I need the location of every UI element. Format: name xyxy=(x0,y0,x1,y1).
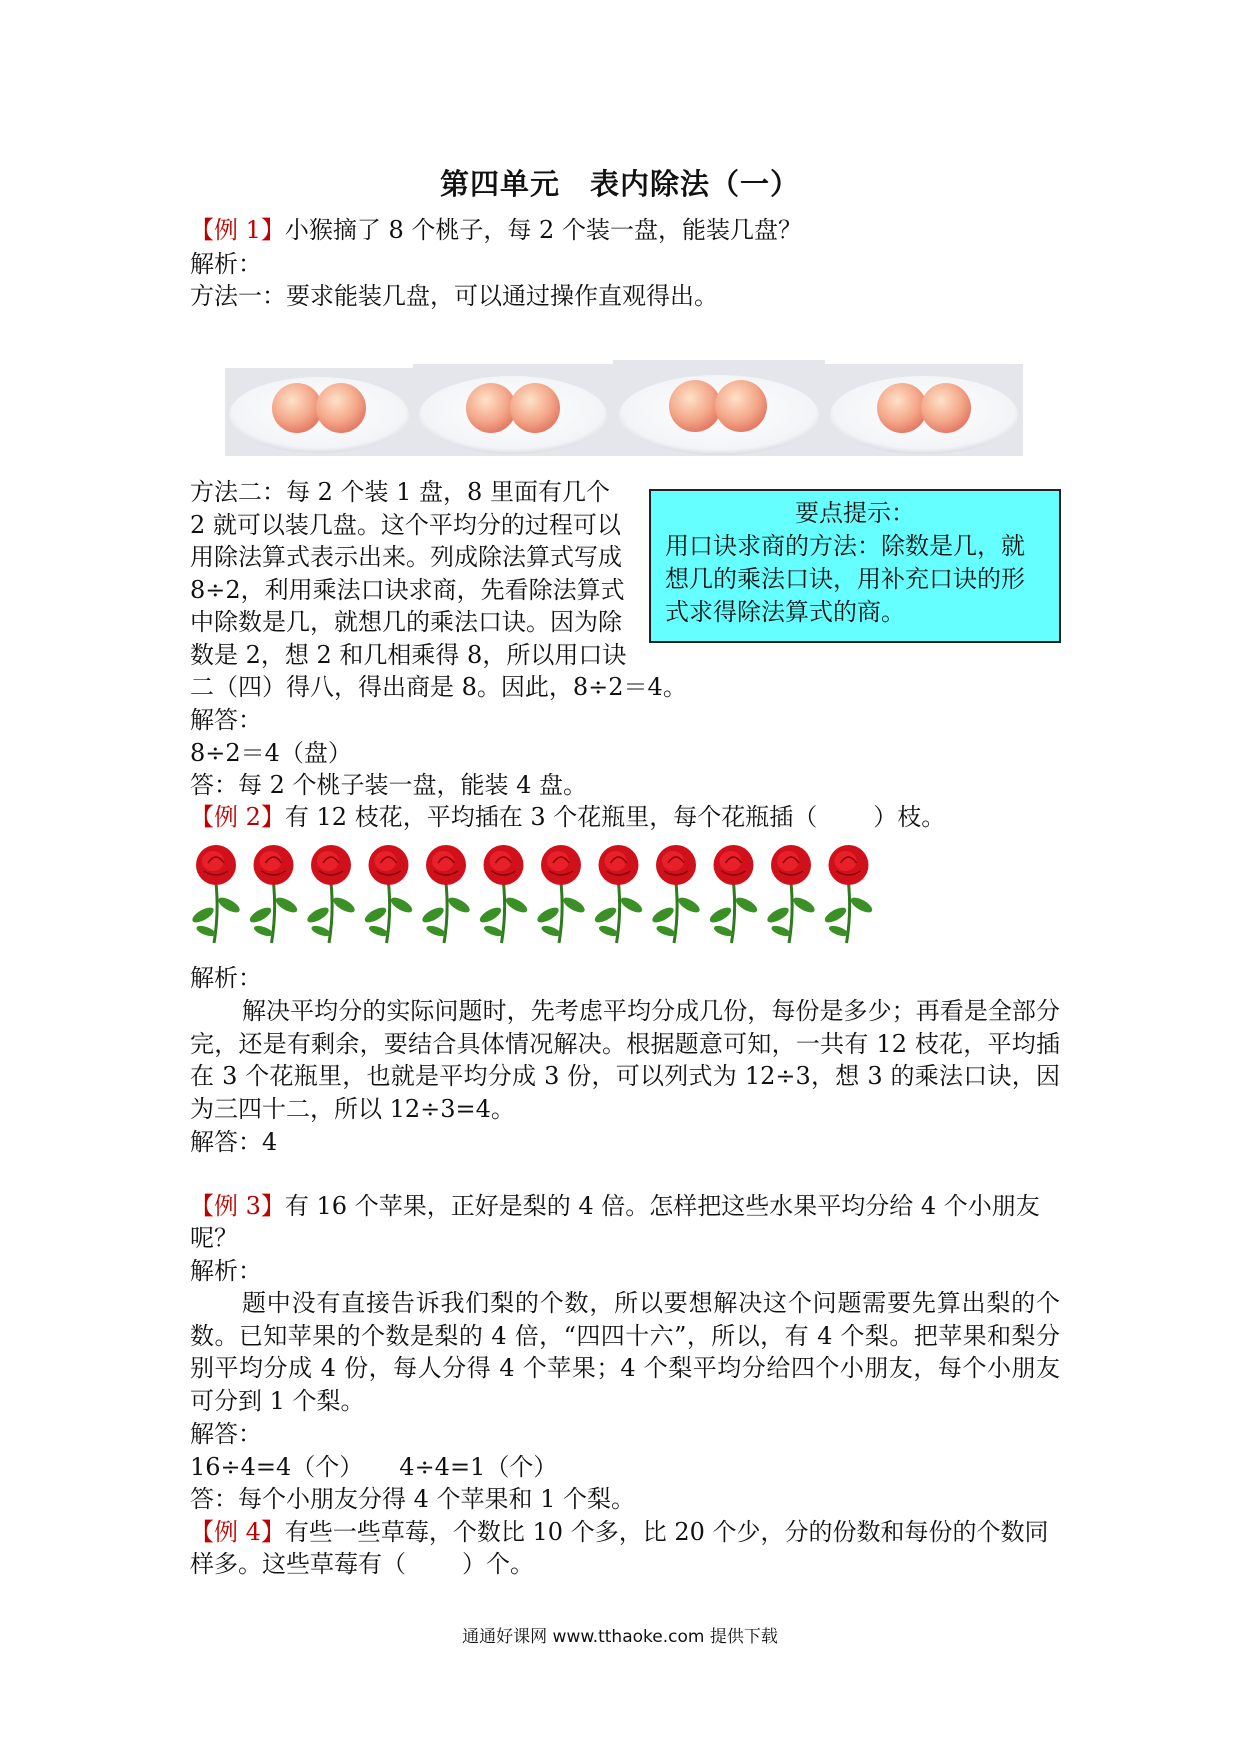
page-title: 第四单元 表内除法（一） xyxy=(439,167,800,201)
ex4-question-b2: ）个。 xyxy=(462,1550,534,1578)
key-point-box xyxy=(649,489,1061,643)
ex3-question-b: 呢？ xyxy=(190,1224,238,1252)
ex3-equation: 16÷4=4（个） 4÷4=1（个） xyxy=(190,1453,558,1481)
ex2-question-b: ）枝。 xyxy=(873,803,946,831)
ex1-final-answer: 答：每 2 个桃子装一盘，能装 4 盘。 xyxy=(190,771,588,799)
plate-1 xyxy=(225,368,413,456)
peach-plates-svg xyxy=(225,360,1025,460)
ex3-analysis: 题中没有直接告诉我们梨的个数，所以要想解决这个问题需要先算出梨的个数。已知苹果的个数是梨的 4 倍，“四四十六”，所以，有 4 个梨。把苹果和梨分别平均分成 4 份，每人分得 4 个苹果；4 个梨平均分给四个小朋友，每个小朋友可分到 1 个梨。 xyxy=(190,1289,1060,1415)
ex4-question-line xyxy=(190,1516,1049,1548)
ex2-analysis-label: 解析： xyxy=(190,964,262,992)
ex3-answer-label: 解答： xyxy=(190,1420,262,1448)
rose-icon xyxy=(535,845,587,943)
ex3-final-answer: 答：每个小朋友分得 4 个苹果和 1 个梨。 xyxy=(190,1485,636,1513)
ex1-question: 小猴摘了 8 个桃子，每 2 个装一盘，能装几盘？ xyxy=(284,216,802,244)
rose-icon xyxy=(823,845,875,943)
ex2-question-line xyxy=(190,801,945,833)
ex3-tag: 【例 3】 xyxy=(190,1192,285,1220)
plate-2 xyxy=(413,364,613,456)
rose-icon xyxy=(708,845,760,943)
ex3-question-line xyxy=(190,1190,1040,1222)
rose-icon xyxy=(363,845,415,943)
key-point-body: 用口诀求商的方法：除数是几，就想几的乘法口诀，用补充口诀的形式求得除法算式的商。 xyxy=(665,532,1025,626)
rose-icon xyxy=(650,845,702,943)
ex1-method1: 方法一：要求能装几盘，可以通过操作直观得出。 xyxy=(190,282,718,310)
ex2-analysis: 解决平均分的实际问题时，先考虑平均分成几份，每份是多少；再看是全部分完，还是有剩余，要结合具体情况解决。根据题意可知，一共有 12 枝花，平均插在 3 个花瓶里，也就是平均分成 3 份，可以列式为 12÷3，想 3 的乘法口诀，因为三四十二，所以 12÷3=4。 xyxy=(190,997,1060,1123)
ex1-method2: 方法二：每 2 个装 1 盘，8 里面有几个 2 就可以装几盘。这个平均分的过程可以用除法算式表示出来。列成除法算式写成 8÷2，利用乘法口诀求商，先看除法算式中除数是几，就想几的乘法口诀。因为除数是 2，想 2 和几相乘得 8，所以用口诀 xyxy=(190,478,627,669)
plate-3 xyxy=(613,360,825,456)
roses-image xyxy=(188,843,878,945)
plate-4 xyxy=(825,364,1023,456)
ex3-analysis-label: 解析： xyxy=(190,1257,262,1285)
ex1-question-line xyxy=(190,214,802,246)
ex1-answer-label: 解答： xyxy=(190,706,262,734)
page-footer: 通通好课网 www.tthaoke.com 提供下载 xyxy=(462,1627,778,1647)
rose-icon xyxy=(420,845,472,943)
ex1-equation: 8÷2＝4（盘） xyxy=(190,739,352,767)
rose-icon xyxy=(478,845,530,943)
rose-icon xyxy=(305,845,357,943)
ex4-question-a: 有些一些草莓，个数比 10 个多，比 20 个少，分的份数和每份的个数同 xyxy=(284,1518,1049,1546)
rose-icon xyxy=(593,845,645,943)
ex4-question-b-line xyxy=(190,1548,534,1580)
ex2-answer: 解答：4 xyxy=(190,1128,278,1156)
peach-plates-image xyxy=(225,360,1025,460)
ex1-tag: 【例 1】 xyxy=(190,216,285,244)
rose-icon xyxy=(248,845,300,943)
rose-icon xyxy=(190,845,242,943)
ex1-method2-tail: 二（四）得八，得出商是 8。因此，8÷2＝4。 xyxy=(190,673,687,701)
key-point-title: 要点提示： xyxy=(795,499,915,527)
rose-icon xyxy=(765,845,817,943)
ex2-tag: 【例 2】 xyxy=(190,803,285,831)
ex2-question-a: 有 12 枝花，平均插在 3 个花瓶里，每个花瓶插（ xyxy=(284,803,818,831)
ex4-question-b1: 样多。这些草莓有（ xyxy=(190,1550,406,1578)
roses-svg xyxy=(188,843,878,945)
ex4-tag: 【例 4】 xyxy=(190,1518,285,1546)
ex1-analysis-label: 解析： xyxy=(190,250,262,278)
ex3-question-a: 有 16 个苹果，正好是梨的 4 倍。怎样把这些水果平均分给 4 个小朋友 xyxy=(284,1192,1040,1220)
